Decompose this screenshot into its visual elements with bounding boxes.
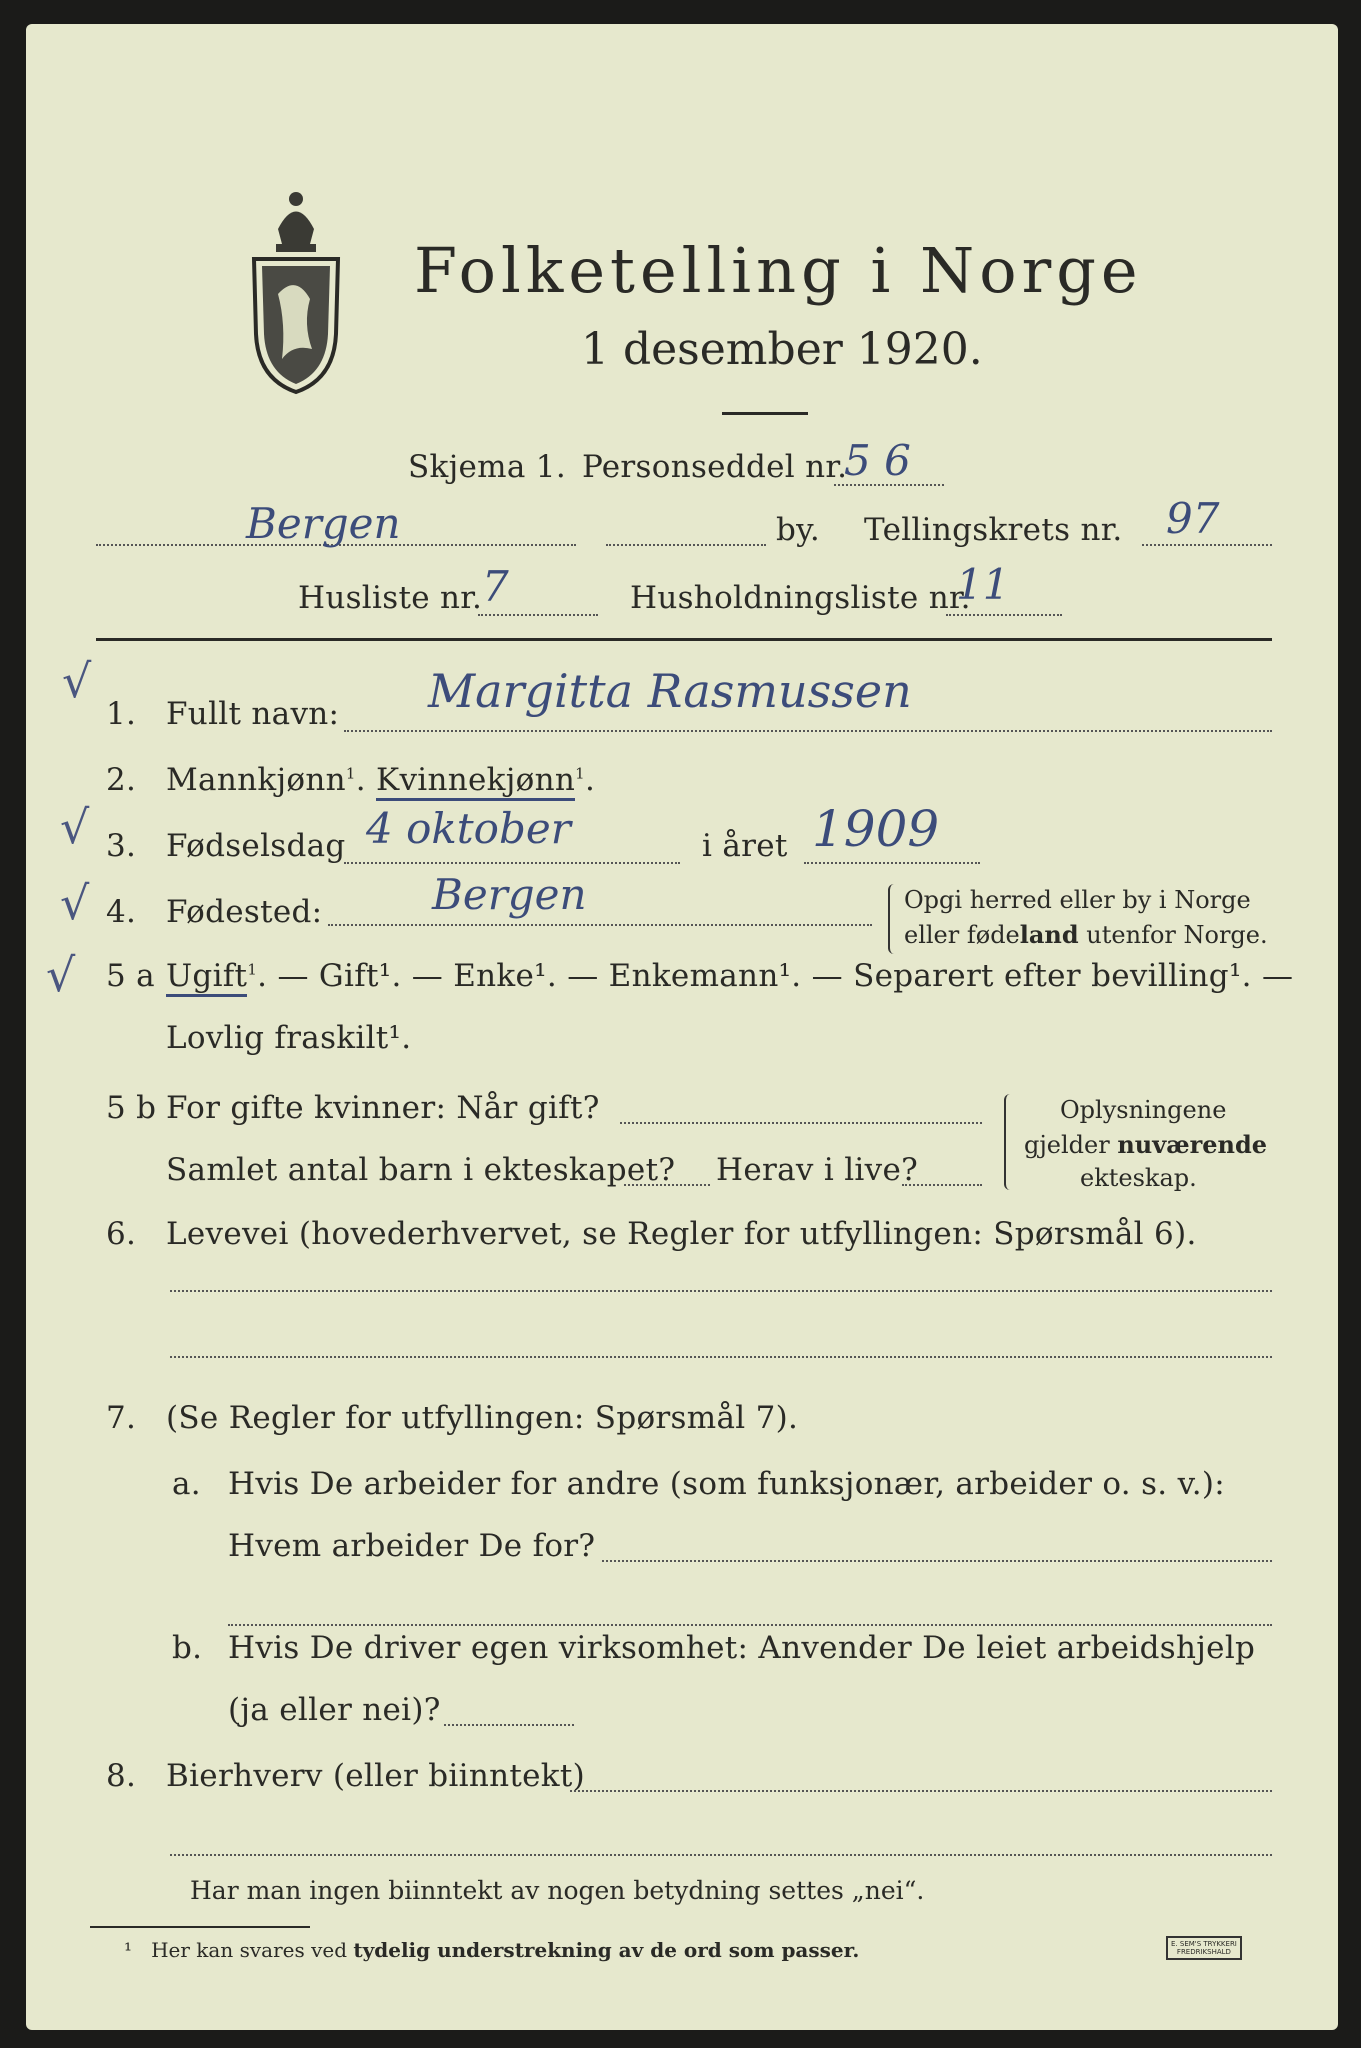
checkmark-icon: √ xyxy=(62,654,92,708)
q7b-line2: (ja eller nei)? xyxy=(228,1692,441,1728)
q4-number: 4. xyxy=(106,894,137,930)
q5b-line2a: Samlet antal barn i ekteskapet? xyxy=(166,1152,676,1188)
q4-note-1: Opgi herred eller by i Norge xyxy=(904,886,1251,914)
q3-label: Fødselsdag xyxy=(166,828,346,864)
q5a-options: . — Gift¹. — Enke¹. — Enkemann¹. — Separert efter bevilling¹. — xyxy=(257,958,1294,994)
q5b-note-3: ekteskap. xyxy=(1080,1164,1197,1192)
q8-note: Har man ingen biinntekt av nogen betydning settes „nei“. xyxy=(190,1876,925,1905)
q1-number: 1. xyxy=(106,696,137,732)
q5b-number: 5 b xyxy=(106,1090,157,1126)
q5b-line2b: Herav i live? xyxy=(716,1152,919,1188)
personseddel-label: Personseddel nr. xyxy=(582,449,848,485)
q7-number: 7. xyxy=(106,1400,137,1436)
footnote-divider xyxy=(90,1926,310,1928)
husliste-value: 7 xyxy=(482,562,509,611)
footnote: ¹ Her kan svares ved tydelig understrekning av de ord som passer. xyxy=(124,1938,860,1962)
by-label: by. xyxy=(776,512,820,548)
husliste-label: Husliste nr. xyxy=(298,580,483,616)
q4-value: Bergen xyxy=(432,870,587,919)
tellingskrets-label: Tellingskrets nr. xyxy=(864,512,1123,548)
census-form-sheet: Folketelling i Norge 1 desember 1920. Skjema 1. Personseddel nr. 5 6 Bergen by. Tellingskrets nr. 97 Husliste nr. 7 Husholdningsliste nr. 11 √ √ √ √ 1. Fullt navn: Margitta Rasmussen 2. Mannkjønn$^1$. Kvinnekjønn$^1$. 3. Fødselsdag 4 oktober i året 1909 4. Fødested: Bergen Opgi herred eller by i Norge eller fødeland utenfor Norge. 5 a Ugift$^1$. — Gift¹. — Enke¹. — Enkemann¹. — Separert efter bevilling¹. — Lovlig fraskilt¹. 5 b For gifte kvinner: Når gift? Samlet antal barn i ekteskapet? Herav i live? Oplysningene gjelder nuværende ekteskap. 6. Levevei (hovederhvervet, se Regler for utfyllingen: Spørsmål 6). 7. (Se Regler for utfyllingen: Spørsmål 7). a. Hvis De arbeider for andre (som funksjonær, arbeider o. s. v.): Hvem arbeider De for? b. Hvis De driver egen virksomhet: Anvender De leiet arbeidshjelp (ja eller nei)? 8. Bierhverv (eller biinntekt) Har man ingen biinntekt av nogen betydning settes „nei“. ¹ Her kan svares ved tydelig understrekning av de ord som passer. E. SEM'S TRYKKERI FREDRIKSHALD xyxy=(26,24,1338,2030)
q2-kvinne: Kvinnekjønn xyxy=(376,762,575,801)
q3-year-label: i året xyxy=(702,828,788,864)
q7a-line2: Hvem arbeider De for? xyxy=(228,1528,596,1564)
husholdning-value: 11 xyxy=(956,560,1010,609)
q3-value: 4 oktober xyxy=(366,804,571,853)
q7b-number: b. xyxy=(172,1630,203,1666)
q6-label: Levevei (hovederhvervet, se Regler for utfyllingen: Spørsmål 6). xyxy=(166,1216,1197,1252)
census-date: 1 desember 1920. xyxy=(581,324,983,375)
skjema-label: Skjema 1. xyxy=(408,449,566,485)
checkmark-icon: √ xyxy=(60,876,90,930)
q7a-number: a. xyxy=(172,1466,201,1502)
q7a-line1: Hvis De arbeider for andre (som funksjonær, arbeider o. s. v.): xyxy=(228,1466,1226,1502)
q5a-line2: Lovlig fraskilt¹. xyxy=(166,1020,412,1056)
q5b-line1: For gifte kvinner: Når gift? xyxy=(166,1090,600,1126)
tellingskrets-value: 97 xyxy=(1166,494,1220,543)
checkmark-icon: √ xyxy=(46,948,76,1002)
title-divider xyxy=(722,412,808,415)
checkmark-icon: √ xyxy=(60,800,90,854)
city-value: Bergen xyxy=(246,499,401,548)
q5b-note-2: gjelder nuværende xyxy=(1024,1130,1268,1159)
q3-year-value: 1909 xyxy=(812,800,940,858)
q2-number: 2. xyxy=(106,762,137,798)
q3-number: 3. xyxy=(106,828,137,864)
q1-label: Fullt navn: xyxy=(166,696,340,732)
q6-number: 6. xyxy=(106,1216,137,1252)
q7b-line1: Hvis De driver egen virksomhet: Anvender De leiet arbeidshjelp xyxy=(228,1630,1256,1666)
q1-value: Margitta Rasmussen xyxy=(428,664,912,718)
q5b-note-1: Oplysningene xyxy=(1060,1096,1227,1124)
q4-label: Fødested: xyxy=(166,894,323,930)
section-divider xyxy=(96,638,1272,641)
q8-label: Bierhverv (eller biinntekt) xyxy=(166,1758,586,1794)
q7-label: (Se Regler for utfyllingen: Spørsmål 7). xyxy=(166,1400,799,1436)
q4-note-2: eller fødeland utenfor Norge. xyxy=(904,920,1268,949)
form-title: Folketelling i Norge xyxy=(414,234,1143,307)
q8-number: 8. xyxy=(106,1758,137,1794)
q5a-number: 5 a xyxy=(106,958,155,994)
q5a-ugift: Ugift xyxy=(166,958,247,997)
husholdning-label: Husholdningsliste nr. xyxy=(630,580,971,616)
printer-stamp: E. SEM'S TRYKKERI FREDRIKSHALD xyxy=(1166,1936,1242,1960)
q2-mann: Mannkjønn xyxy=(166,762,346,798)
coat-of-arms-icon xyxy=(248,174,344,400)
personseddel-value: 5 6 xyxy=(844,436,911,485)
